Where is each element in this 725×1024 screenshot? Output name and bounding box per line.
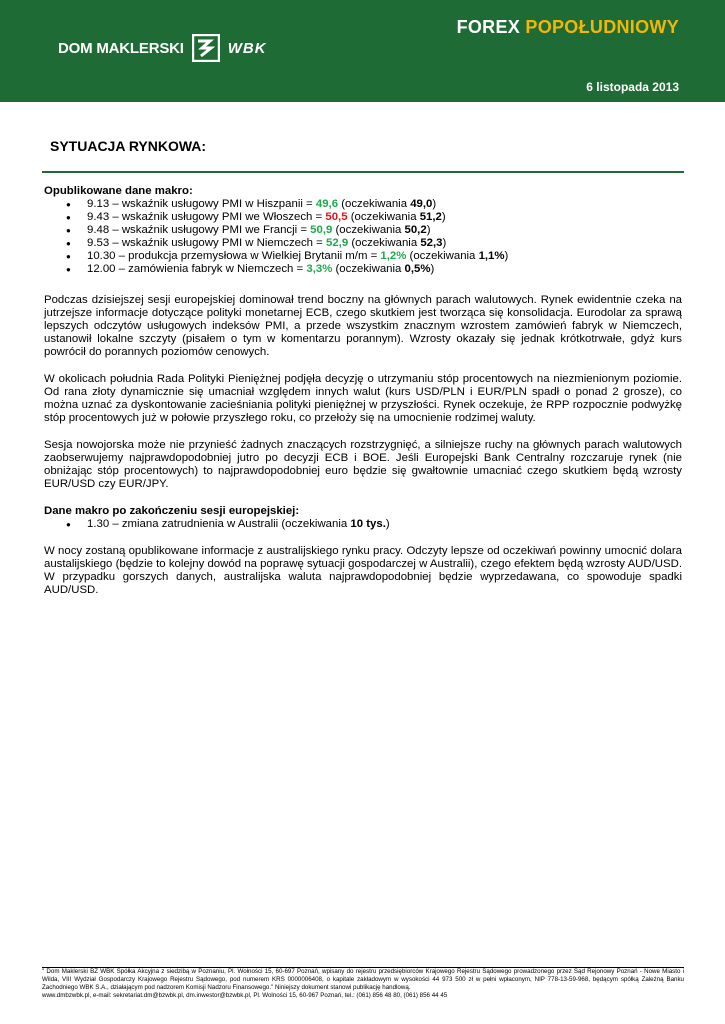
- report-title-part2: POPOŁUDNIOWY: [525, 17, 679, 37]
- section-divider: [42, 171, 684, 173]
- section-title: SYTUACJA RYNKOWA:: [50, 138, 207, 154]
- macro-item: [66, 198, 682, 211]
- macro-item-value: 1,2%: [380, 250, 407, 262]
- macro-item-mid: (oczekiwania: [348, 237, 421, 249]
- document-body: [44, 185, 682, 597]
- after-item-post: ): [385, 518, 390, 530]
- macro-item-value: 52,9: [325, 237, 349, 249]
- after-item-expected: 10 tys.: [350, 518, 386, 530]
- macro-heading: Opublikowane dane makro:: [44, 185, 193, 197]
- macro-item-text: 9.43 – wskaźnik usługowy PMI we Włoszech =: [87, 211, 326, 223]
- macro-item-mid: (oczekiwania: [332, 224, 405, 236]
- macro-item-expected: 1,1%: [478, 250, 505, 262]
- macro-item-post: ): [441, 211, 446, 223]
- macro-item: [66, 224, 682, 237]
- report-title-part1: FOREX: [456, 17, 521, 37]
- macro-item: [66, 250, 682, 263]
- macro-item-text: 10.30 – produkcja przemysłowa w Wielkiej Brytanii m/m =: [87, 250, 381, 262]
- macro-item-expected: 51,2: [419, 211, 442, 223]
- macro-item-text: 12.00 – zamówienia fabryk w Niemczech =: [87, 263, 307, 275]
- macro-item-mid: (oczekiwania: [332, 263, 405, 275]
- brand-name: DOM MAKLERSKI: [58, 39, 184, 57]
- paragraph-3: Sesja nowojorska może nie przynieść żadnych znaczących rozstrzygnięć, a silniejsze ruchy na głównych parach walutowych zaobserwujemy najprawdopodobniej jutro po decyzji ECB i BOE. Jeśli Europejski Bank Centralny rozczaruje rynek (nie obniżając stóp procentowych) to najprawdopodobniej euro będzie się gwałtownie umacniać czego skutkiem będą wzrosty EUR/USD czy EUR/JPY.: [44, 439, 682, 490]
- macro-item-mid: (oczekiwania: [338, 198, 411, 210]
- macro-item: [66, 263, 682, 276]
- macro-item-mid: (oczekiwania: [347, 211, 420, 223]
- footer-legal: " Dom Maklerski BZ WBK Spółka Akcyjna z siedzibą w Poznaniu, Pl. Wolności 15, 60-697 Poznań, wpisany do rejestru przedsiębiorców Krajowego Rejestru Sądowego prowadzonego przez Sąd Rejonowy Poznań - Nowe Miasto i Wilda, VIII Wydział Gospodarczy Krajowego Rejestru Sądowego, pod numerem KRS 0000006408, o kapitale zakładowym w wysokości 44 973 500 zł w pełni wpłaconym, NIP 778-13-59-968, będącym spółką Zależną Banku Zachodniego WBK S.A., działającym pod nadzorem Komisji Nadzoru Finansowego." Niniejszy dokument stanowi publikację handlową.: [42, 968, 684, 991]
- footer-contact: www.dmbzwbk.pl, e-mail: sekretariat.dm@bzwbk.pl, dm.inwestor@bzwbk.pl, Pl. Wolności 15, 60-967 Poznań, tel.: (061) 856 48 80, (061) 856 44 45: [42, 992, 448, 999]
- report-title: [457, 17, 679, 38]
- macro-item-value: 49,6: [315, 198, 339, 210]
- brand: [58, 34, 267, 62]
- macro-item: [66, 211, 682, 224]
- after-session-item: [66, 518, 682, 531]
- report-date: 6 listopada 2013: [586, 80, 679, 94]
- paragraph-2: W okolicach południa Rada Polityki Pieniężnej podjęła decyzję o utrzymaniu stóp procentowych na niezmienionym poziomie. Od rana złoty dynamicznie się umacniał względem innych walut (kurs USD/PLN i EUR/PLN spadł o ponad 2 grosze), co można uznać za dyskontowanie zacieśniania polityki pieniężnej w przyszłości. Rynek oczekuje, że RPP rozpocznie podwyżkę stóp procentowych już w połowie przyszłego roku, co przełoży się na umocnienie rodzimej waluty.: [44, 373, 682, 424]
- macro-item-text: 9.53 – wskaźnik usługowy PMI w Niemczech =: [87, 237, 326, 249]
- paragraph-1: Podczas dzisiejszej sesji europejskiej dominował trend boczny na głównych parach walutowych. Rynek ewidentnie czeka na jutrzejsze informacje dotyczące polityki monetarnej ECB, czego skutkiem jest tworząca się konsolidacja. Eurodolar za sprawą lepszych odczytów usługowych indeksów PMI, a przede wszystkim znacznym wzrostem zamówień fabryk w Niemczech, ustanowił lokalne szczyty (pisałem o tym w komentarzu porannym). Wzrosty okazały się jednak krótkotrwałe, gdyż kurs powrócił do porannych poziomów cenowych.: [44, 294, 682, 358]
- macro-item-value: 50,9: [310, 224, 333, 236]
- macro-item-value: 3,3%: [306, 263, 333, 275]
- bz-logo-icon: [192, 34, 220, 62]
- macro-list: [44, 198, 682, 276]
- macro-item-post: ): [430, 263, 435, 275]
- macro-item-text: 9.13 – wskaźnik usługowy PMI w Hiszpanii =: [87, 198, 316, 210]
- macro-item: [66, 237, 682, 250]
- macro-item-text: 9.48 – wskaźnik usługowy PMI we Francji =: [87, 224, 311, 236]
- macro-item-expected: 52,3: [420, 237, 443, 249]
- brand-wbk: WBK: [227, 39, 267, 57]
- footer: [42, 968, 684, 1000]
- after-session-heading: Dane makro po zakończeniu sesji europejskiej:: [44, 505, 300, 517]
- after-item-text: 1.30 – zmiana zatrudnienia w Australii (oczekiwania: [87, 518, 351, 530]
- macro-item-post: ): [432, 198, 437, 210]
- macro-item-post: ): [442, 237, 447, 249]
- macro-item-expected: 0,5%: [404, 263, 431, 275]
- header-bar: [0, 0, 725, 102]
- macro-item-post: ): [426, 224, 431, 236]
- macro-item-mid: (oczekiwania: [406, 250, 479, 262]
- after-session-list: [44, 518, 682, 531]
- macro-item-post: ): [504, 250, 509, 262]
- macro-item-expected: 50,2: [404, 224, 427, 236]
- macro-item-expected: 49,0: [410, 198, 433, 210]
- macro-item-value: 50,5: [325, 211, 348, 223]
- paragraph-4: W nocy zostaną opublikowane informacje z australijskiego rynku pracy. Odczyty lepsze od oczekiwań powinny umocnić dolara austalijskiego (będzie to kolejny dowód na poprawę sytuacji gospodarczej w Australii), czego efektem będą wzrosty AUD/USD. W przypadku gorszych danych, australijska waluta najprawdopodobniej będzie wyprzedawana, co spowoduje spadki AUD/USD.: [44, 545, 682, 596]
